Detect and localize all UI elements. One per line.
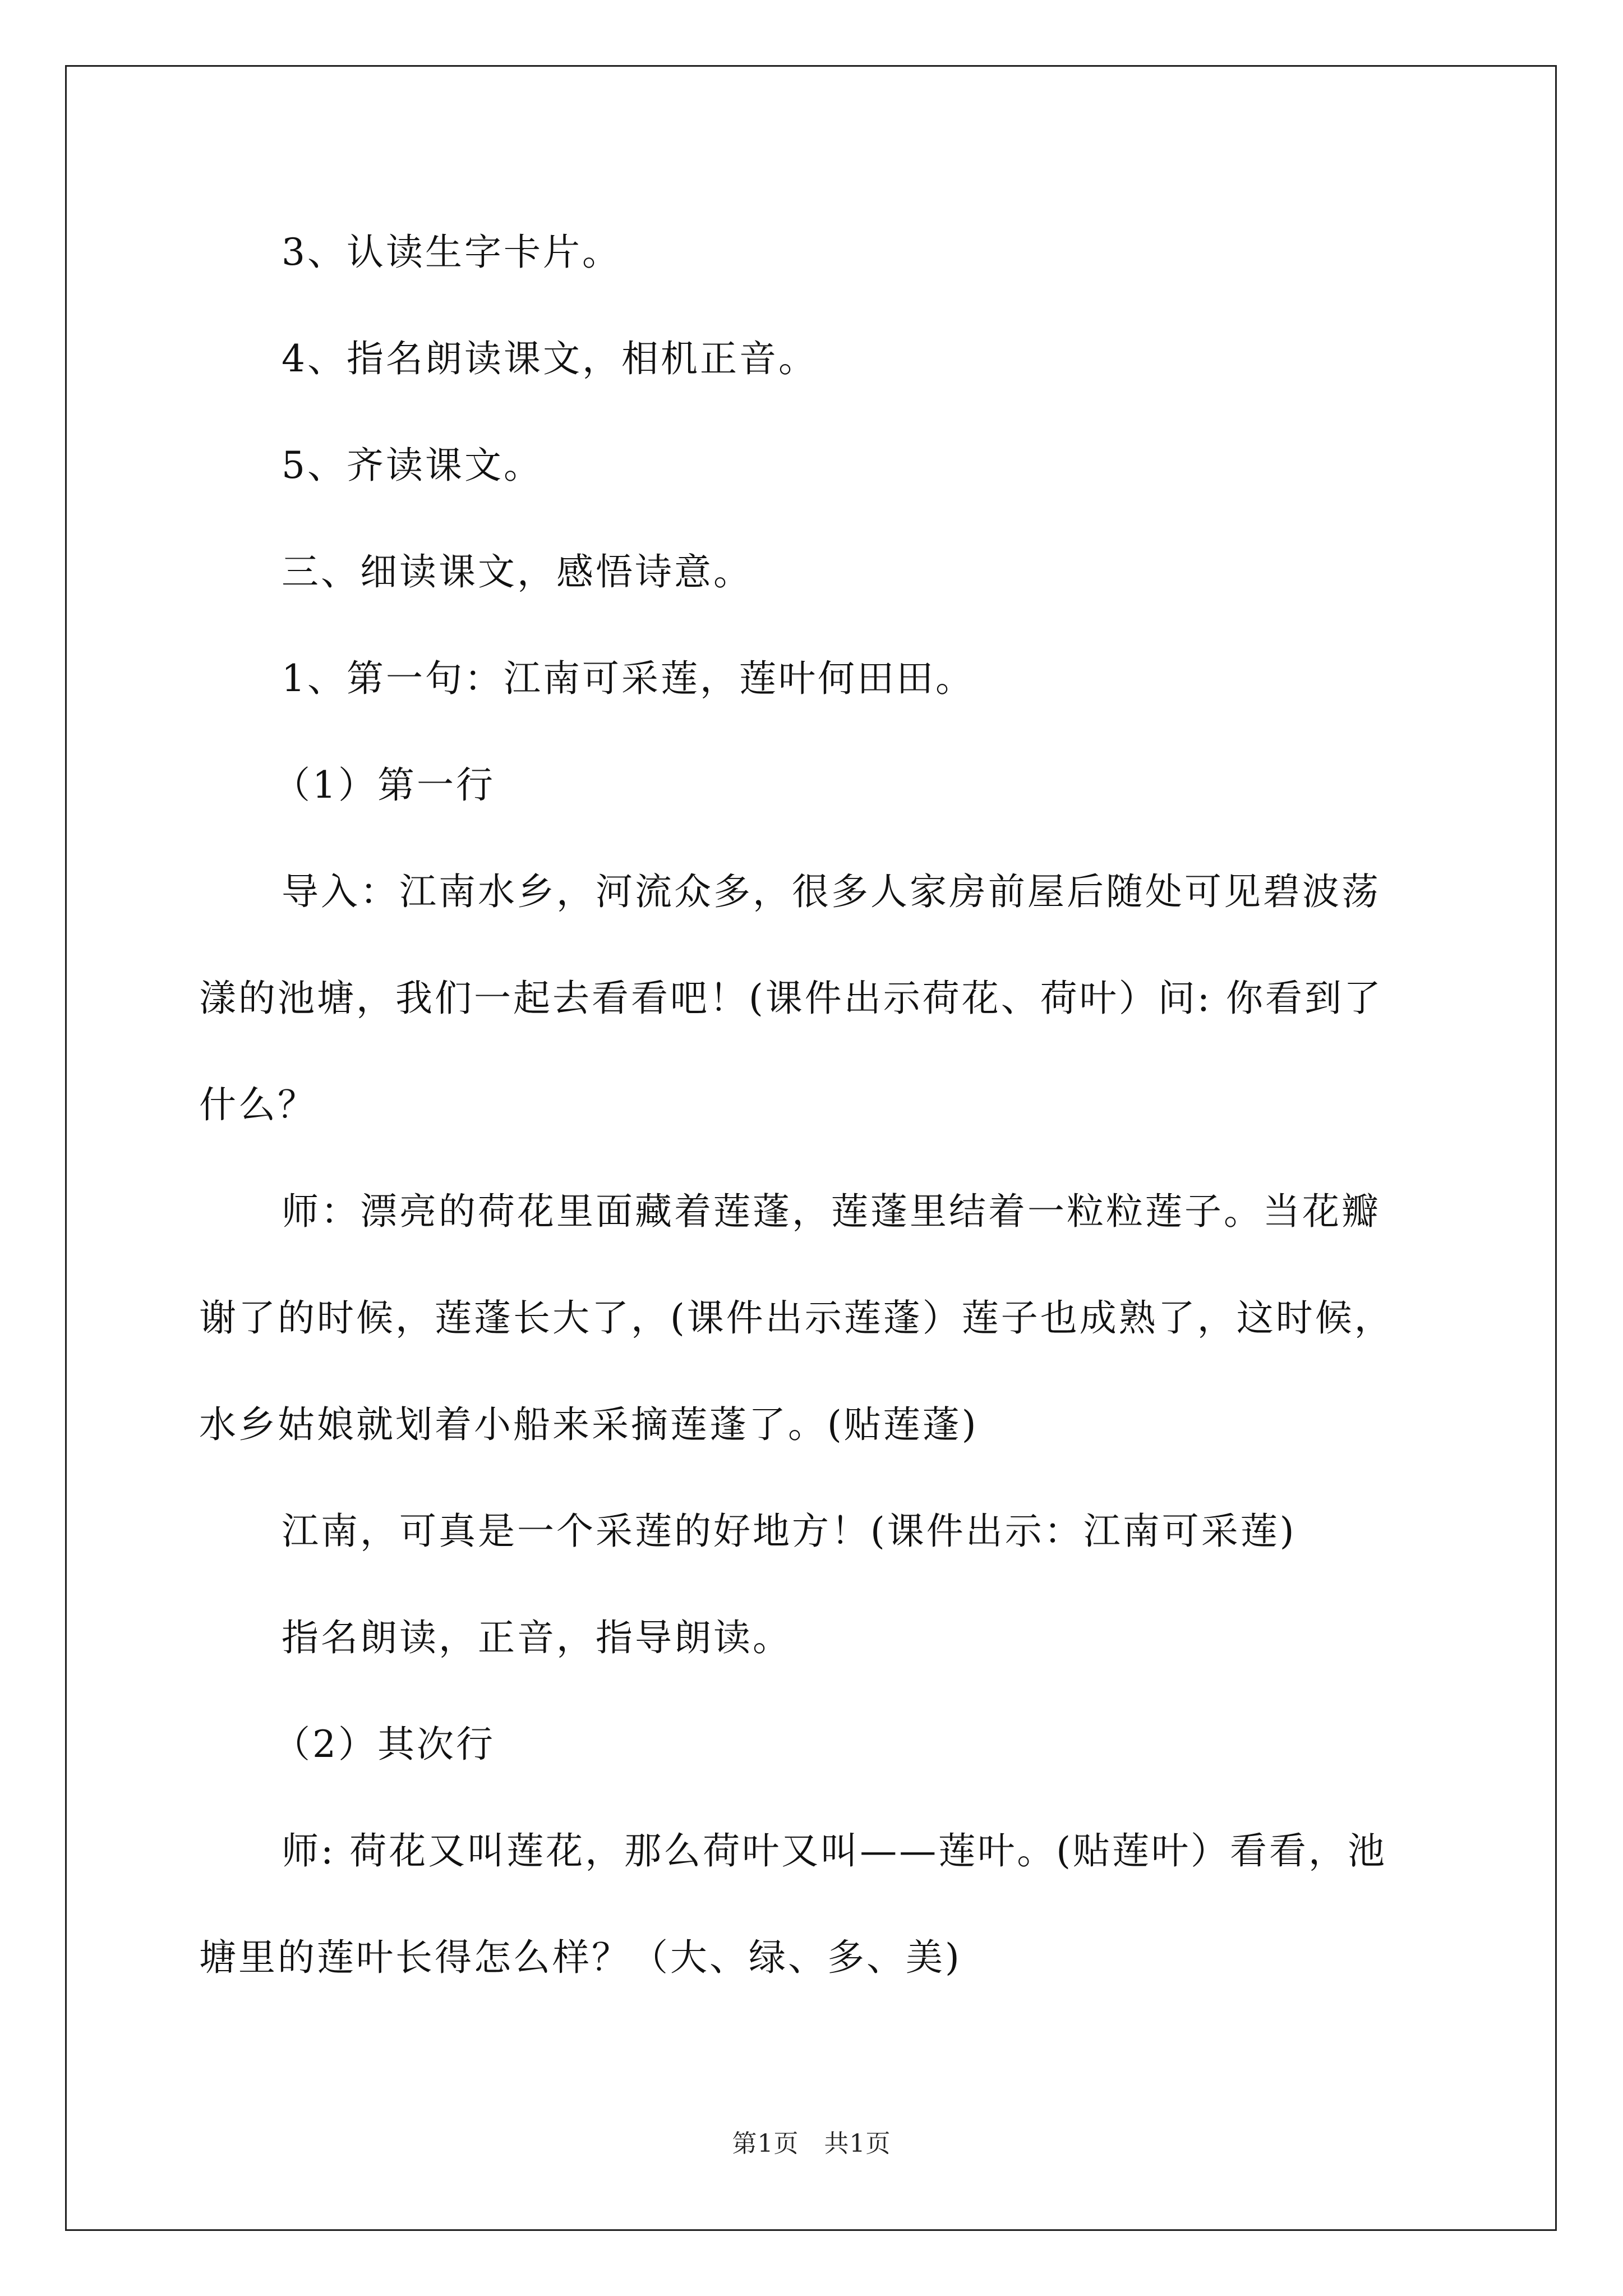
paragraph-line: 师: 荷花又叫莲花，那么荷叶又叫——莲叶。(贴莲叶）看看，池: [282, 1829, 1387, 1872]
paragraph-line: 导入：江南水乡，河流众多，很多人家房前屋后随处可见碧波荡: [282, 870, 1381, 913]
paragraph-line: 1、第一句：江南可采莲，莲叶何田田。: [282, 657, 975, 700]
paragraph-line: 塘里的莲叶长得怎么样？（大、绿、多、美): [199, 1936, 962, 1979]
paragraph-line: 三、细读课文，感悟诗意。: [282, 550, 753, 593]
paragraph-line: 漾的池塘，我们一起去看看吧！(课件出示荷花、荷叶）问: 你看到了: [199, 977, 1383, 1020]
page-footer: 第1页 共1页: [732, 2129, 891, 2158]
paragraph-line: 指名朗读，正音，指导朗读。: [282, 1616, 792, 1659]
paragraph-line: （1）第一行: [273, 763, 495, 807]
paragraph-line: 什么？: [199, 1083, 317, 1126]
paragraph-line: 5、齐读课文。: [282, 444, 543, 487]
paragraph-line: 师：漂亮的荷花里面藏着莲蓬，莲蓬里结着一粒粒莲子。当花瓣: [282, 1190, 1381, 1233]
paragraph-line: （2）其次行: [273, 1723, 495, 1766]
paragraph-line: 3、认读生字卡片。: [282, 231, 621, 274]
paragraph-line: 4、指名朗读课文，相机正音。: [282, 337, 818, 380]
paragraph-line: 水乡姑娘就划着小船来采摘莲蓬了。(贴莲蓬): [199, 1403, 979, 1446]
paragraph-line: 谢了的时候，莲蓬长大了，(课件出示莲蓬）莲子也成熟了，这时候，: [199, 1296, 1394, 1340]
paragraph-line: 江南，可真是一个采莲的好地方！(课件出示：江南可采莲): [282, 1510, 1297, 1553]
